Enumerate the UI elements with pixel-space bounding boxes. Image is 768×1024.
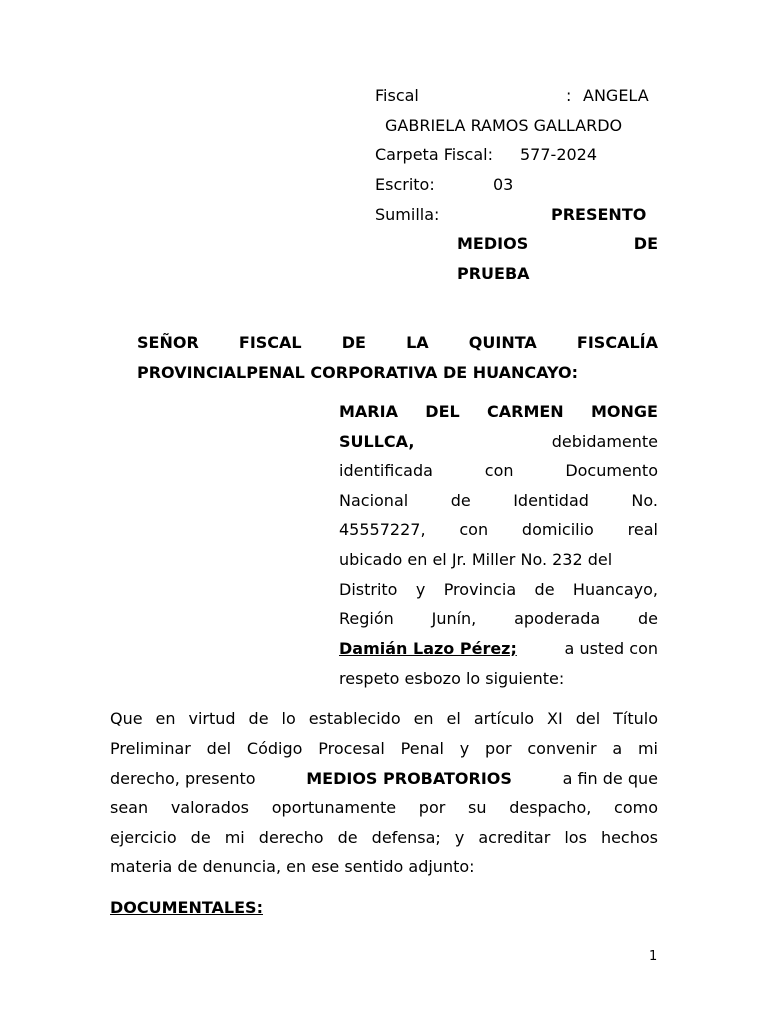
page-number: 1 (649, 949, 658, 964)
party-word: Huancayo, (572, 580, 658, 599)
sumilla-line-2 (457, 234, 658, 254)
sumilla-word-4: PRUEBA (457, 264, 530, 283)
body-text: derecho, presento (110, 769, 256, 788)
fiscal-name-first: ANGELA (583, 86, 649, 105)
addr-word: LA (406, 333, 429, 352)
party-line-4 (339, 491, 658, 511)
body-line-1: Que en virtud de lo establecido en el artículo XI del Título (110, 709, 658, 728)
party-word: a usted con (564, 639, 658, 658)
fiscal-colon: : (566, 86, 572, 105)
party-word: real (627, 520, 658, 539)
party-line-1 (339, 402, 658, 422)
addr-word: QUINTA (468, 333, 537, 352)
body-line-3 (110, 769, 658, 789)
addr-word: FISCAL (238, 333, 302, 352)
carpeta-label: Carpeta Fiscal: (375, 145, 493, 164)
party-word: Nacional (339, 491, 409, 510)
fiscal-label: Fiscal (375, 86, 419, 105)
party-word: Provincia (443, 580, 517, 599)
party-word: Distrito (339, 580, 398, 599)
party-word: Región (339, 609, 394, 628)
body-emphasis: MEDIOS PROBATORIOS (306, 769, 512, 788)
party-word: No. (631, 491, 658, 510)
addr-word: SEÑOR (137, 333, 199, 352)
party-word: con (484, 461, 514, 480)
addr-word: DE (341, 333, 366, 352)
party-word: CARMEN (487, 402, 564, 421)
party-word: de (534, 580, 555, 599)
body-line-5: ejercicio de mi derecho de defensa; y acreditar los hechos (110, 828, 658, 847)
party-word: Identidad (513, 491, 589, 510)
addr-word: FISCALÍA (576, 333, 658, 352)
principal-name: Damián Lazo Pérez; (339, 639, 517, 658)
party-word: domicilio (521, 520, 594, 539)
fiscal-name-rest: GABRIELA RAMOS GALLARDO (385, 116, 623, 135)
party-surname: SULLCA, (339, 432, 415, 451)
body-text: a fin de que (562, 769, 658, 788)
party-line-5 (339, 520, 658, 540)
addressee-line-2: PROVINCIALPENAL CORPORATIVA DE HUANCAYO: (137, 363, 579, 382)
party-line-9 (339, 639, 658, 659)
party-line-10: respeto esbozo lo siguiente: (339, 669, 565, 688)
party-word: de (637, 609, 658, 628)
addressee-line-1 (137, 333, 658, 353)
party-word: Documento (565, 461, 658, 480)
party-line-6: ubicado en el Jr. Miller No. 232 del (339, 550, 613, 569)
escrito-label: Escrito: (375, 175, 435, 194)
sumilla-label: Sumilla: (375, 205, 440, 224)
section-heading: DOCUMENTALES: (110, 898, 263, 917)
party-line-3 (339, 461, 658, 481)
body-line-2: Preliminar del Código Procesal Penal y por convenir a mi (110, 739, 658, 758)
party-word: y (415, 580, 426, 599)
party-word: apoderada (514, 609, 601, 628)
party-word: MARIA (339, 402, 398, 421)
party-word: con (459, 520, 489, 539)
body-line-4: sean valorados oportunamente por su despacho, como (110, 798, 658, 817)
sumilla-word-3: DE (633, 234, 658, 253)
party-word: identificada (339, 461, 433, 480)
party-line-7 (339, 580, 658, 600)
party-word: MONGE (591, 402, 658, 421)
party-line-2 (339, 432, 658, 452)
party-word: de (450, 491, 471, 510)
party-word: 45557227, (339, 520, 426, 539)
carpeta-value: 577-2024 (520, 145, 598, 164)
body-line-6: materia de denuncia, en ese sentido adjunto: (110, 857, 475, 876)
party-line-8 (339, 609, 658, 629)
escrito-value: 03 (493, 175, 514, 194)
party-word: DEL (425, 402, 460, 421)
party-word: debidamente (551, 432, 658, 451)
sumilla-word-2: MEDIOS (457, 234, 529, 253)
sumilla-word-1: PRESENTO (551, 205, 647, 224)
party-word: Junín, (431, 609, 477, 628)
